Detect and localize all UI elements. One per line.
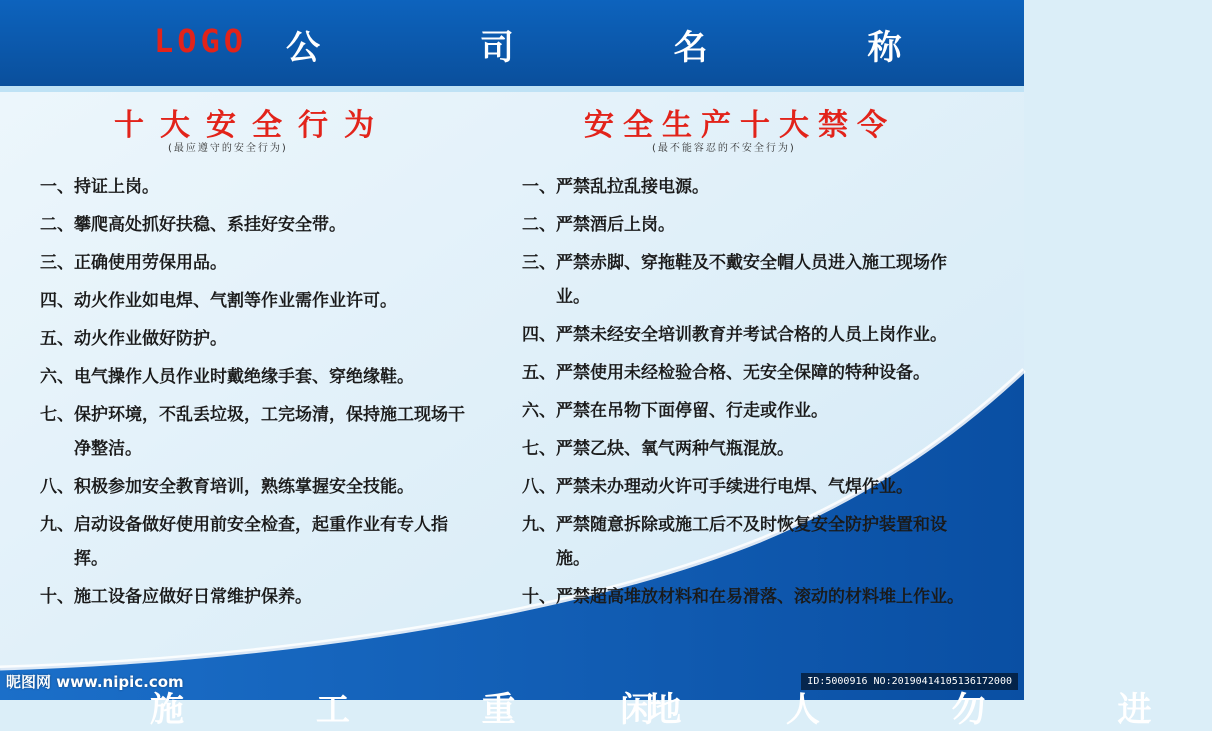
list-item: 一、 严禁乱拉乱接电源。 xyxy=(522,177,709,197)
list-item: 十、 严禁超高堆放材料和在易滑落、滚动的材料堆上作业。 xyxy=(522,587,964,607)
list-item: 九、 启动设备做好使用前安全检查，起重作业有专人指挥。 xyxy=(40,515,448,569)
list-item: 八、 严禁未办理动火许可手续进行电焊、气焊作业。 xyxy=(522,477,913,497)
list-item: 四、 严禁未经安全培训教育并考试合格的人员上岗作业。 xyxy=(522,325,947,345)
left-subtitle: (最应遵守的安全行为) xyxy=(168,143,288,154)
safety-behaviors-list xyxy=(40,170,466,618)
list-item: 二、 攀爬高处抓好扶稳、系挂好安全带。 xyxy=(40,215,346,235)
list-item: 七、 保护环境，不乱丢垃圾，工完场清，保持施工现场干净整洁。 xyxy=(40,405,465,459)
right-title: 安全生产十大禁令 xyxy=(584,108,896,143)
company-name: 公 司 名 称 xyxy=(286,28,976,68)
right-subtitle: (最不能容忍的不安全行为) xyxy=(652,143,796,154)
logo: LOGO xyxy=(154,22,248,60)
list-item: 八、 积极参加安全教育培训，熟练掌握安全技能。 xyxy=(40,477,414,497)
list-item: 四、 动火作业如电焊、气割等作业需作业许可。 xyxy=(40,291,397,311)
list-item: 二、 严禁酒后上岗。 xyxy=(522,215,675,235)
list-item: 三、 严禁赤脚、穿拖鞋及不戴安全帽人员进入施工现场作业。 xyxy=(522,253,947,307)
list-item: 九、 严禁随意拆除或施工后不及时恢复安全防护装置和设施。 xyxy=(522,515,947,569)
list-item: 七、 严禁乙炔、氧气两种气瓶混放。 xyxy=(522,439,794,459)
bottom-slogan-left: 施 工 重 地 xyxy=(150,690,742,730)
site-watermark: 昵图网 www.nipic.com xyxy=(6,673,184,691)
list-item: 一、 持证上岗。 xyxy=(40,177,159,197)
list-item: 三、 正确使用劳保用品。 xyxy=(40,253,227,273)
safety-prohibitions-list xyxy=(522,170,966,618)
list-item: 五、 严禁使用未经检验合格、无安全保障的特种设备。 xyxy=(522,363,930,383)
list-item: 五、 动火作业做好防护。 xyxy=(40,329,227,349)
list-item: 十、 施工设备应做好日常维护保养。 xyxy=(40,587,312,607)
left-title: 十大安全行为 xyxy=(114,108,390,143)
list-item: 六、 电气操作人员作业时戴绝缘手套、穿绝缘鞋。 xyxy=(40,367,414,387)
bottom-slogan-right: 闲 人 勿 进 xyxy=(620,690,1212,730)
id-watermark: ID:5000916 NO:20190414105136172000 xyxy=(801,673,1018,690)
list-item: 六、 严禁在吊物下面停留、行走或作业。 xyxy=(522,401,828,421)
header-banner xyxy=(0,0,1024,86)
